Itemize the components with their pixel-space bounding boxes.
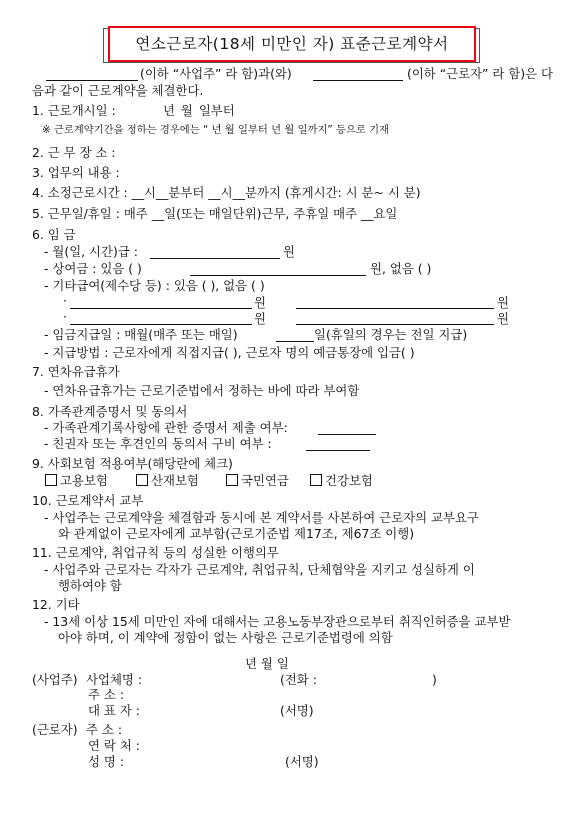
intro-line1-b: (이하 “근로자” 라 함)은 다 [407,66,553,81]
other-pay-won-2: 원 [497,295,509,310]
pension-checkbox[interactable] [226,474,238,486]
s11-line1: - 사업주와 근로자는 각자가 근로계약, 취업규칙, 단체협약을 지키고 성실하게 이 [44,562,475,577]
other-pay-blank-4 [296,324,494,325]
s6-pay-day: - 임금지급일 : 매월(매주 또는 매일) [44,327,238,342]
insurance-industrial[interactable] [136,474,199,488]
other-pay-won-1: 원 [254,295,266,310]
s11-label: 11. 근로계약, 취업규칙 등의 성실한 이행의무 [32,545,279,560]
insurance-health[interactable] [310,474,373,488]
employer-phone-end: ) [432,672,437,687]
s6-bonus: - 상여금 : 있음 ( ) [44,261,142,276]
other-pay-won-3: 원 [254,311,266,326]
s10-line2: 와 관계없이 근로자에게 교부함(근로기준법 제17조, 제67조 이행) [58,526,415,541]
intro-line2: 음과 같이 근로계약을 체결한다. [32,83,204,98]
intro-line1-a: (이하 “사업주” 라 함)과(와) [140,66,292,81]
worker-name-blank [313,80,403,81]
document-title: 연소근로자(18세 미만인 자) 표준근로계약서 [108,26,476,62]
signing-date: 년 월 일 [245,656,289,671]
s5-workdays: 5. 근무일/휴일 : 매주 __일(또는 매일단위)근무, 주휴일 매주 __요일 [32,206,398,221]
other-pay-dot-1: · [63,293,67,308]
employer-tag: (사업주) [32,672,78,687]
industrial-insurance-label: 산재보험 [151,473,199,488]
worker-name-label: 성 명 : [88,754,124,769]
pay-day-blank [276,341,314,342]
worker-tag: (근로자) [32,722,78,737]
certificate-blank [318,434,376,435]
s12-line2: 아야 하며, 이 계약에 정함이 없는 사항은 근로기준법령에 의함 [58,630,393,645]
s7-body: - 연차유급휴가는 근로기준법에서 정하는 바에 따라 부여함 [44,383,360,398]
other-pay-blank-2 [296,308,494,309]
health-insurance-checkbox[interactable] [310,474,322,486]
wage-won: 원 [283,244,295,259]
s4-working-hours: 4. 소정근로시간 : __시__분부터 __시__분까지 (휴게시간: 시 분~ 시 분) [32,185,421,200]
insurance-employment[interactable] [45,474,108,488]
employer-address-label: 주 소 : [88,687,124,702]
employer-name-blank [46,80,138,81]
s6-pay-day-end: 일(휴일의 경우는 전일 지급) [314,327,468,342]
s6-wage: - 월(일, 시간)급 : [44,244,138,259]
s12-label: 12. 기타 [32,597,80,612]
other-pay-won-4: 원 [497,311,509,326]
other-pay-dot-2: · [63,309,67,324]
health-insurance-label: 건강보험 [325,473,373,488]
employment-insurance-label: 고용보험 [60,473,108,488]
employer-phone-label: (전화 : [280,672,317,687]
insurance-pension[interactable] [226,474,289,488]
s11-line2: 행하여야 함 [58,578,122,593]
s6-label: 6. 임 금 [32,227,76,242]
s6-pay-method: - 지급방법 : 근로자에게 직접지급( ), 근로자 명의 예금통장에 입금( ) [44,345,415,360]
employer-company-label: 사업체명 : [86,672,142,687]
s9-label: 9. 사회보험 적용여부(해당란에 체크) [32,456,233,471]
s2-workplace: 2. 근 무 장 소 : [32,145,116,160]
pension-label: 국민연금 [241,473,289,488]
s1-label: 1. 근로개시일 : [32,103,116,118]
s8-label: 8. 가족관계증명서 및 동의서 [32,404,188,419]
s12-line1: - 13세 이상 15세 미만인 자에 대해서는 고용노동부장관으로부터 취직인허증을 교부받 [44,614,511,629]
s8-item2: - 친권자 또는 후견인의 동의서 구비 여부 : [44,436,272,451]
employer-rep-label: 대 표 자 : [88,703,140,718]
worker-sign: (서명) [285,754,319,769]
s7-label: 7. 연차유급휴가 [32,364,120,379]
s1-date: 년 월 일부터 [163,103,235,118]
industrial-insurance-checkbox[interactable] [136,474,148,486]
s3-job-description: 3. 업무의 내용 : [32,165,120,180]
s10-label: 10. 근로계약서 교부 [32,493,144,508]
consent-blank [306,450,370,451]
s8-item1: - 가족관계기록사항에 관한 증명서 제출 여부: [44,420,288,435]
s6-other-pay: - 기타급여(제수당 등) : 있음 ( ), 없음 ( ) [44,278,265,293]
other-pay-blank-1 [70,308,252,309]
other-pay-blank-3 [70,324,252,325]
wage-blank [150,258,280,259]
s1-note: ※ 근로계약기간을 정하는 경우에는 “ 년 월 일부터 년 월 일까지” 등으로 기재 [42,124,390,136]
s10-line1: - 사업주는 근로계약을 체결함과 동시에 본 계약서를 사본하여 근로자의 교부요구 [44,510,479,525]
worker-contact-label: 연 락 처 : [88,738,140,753]
s6-bonus-end: 원, 없음 ( ) [370,261,432,276]
bonus-blank [190,275,366,276]
worker-address-label: 주 소 : [86,722,122,737]
employer-sign: (서명) [280,703,314,718]
employment-insurance-checkbox[interactable] [45,474,57,486]
